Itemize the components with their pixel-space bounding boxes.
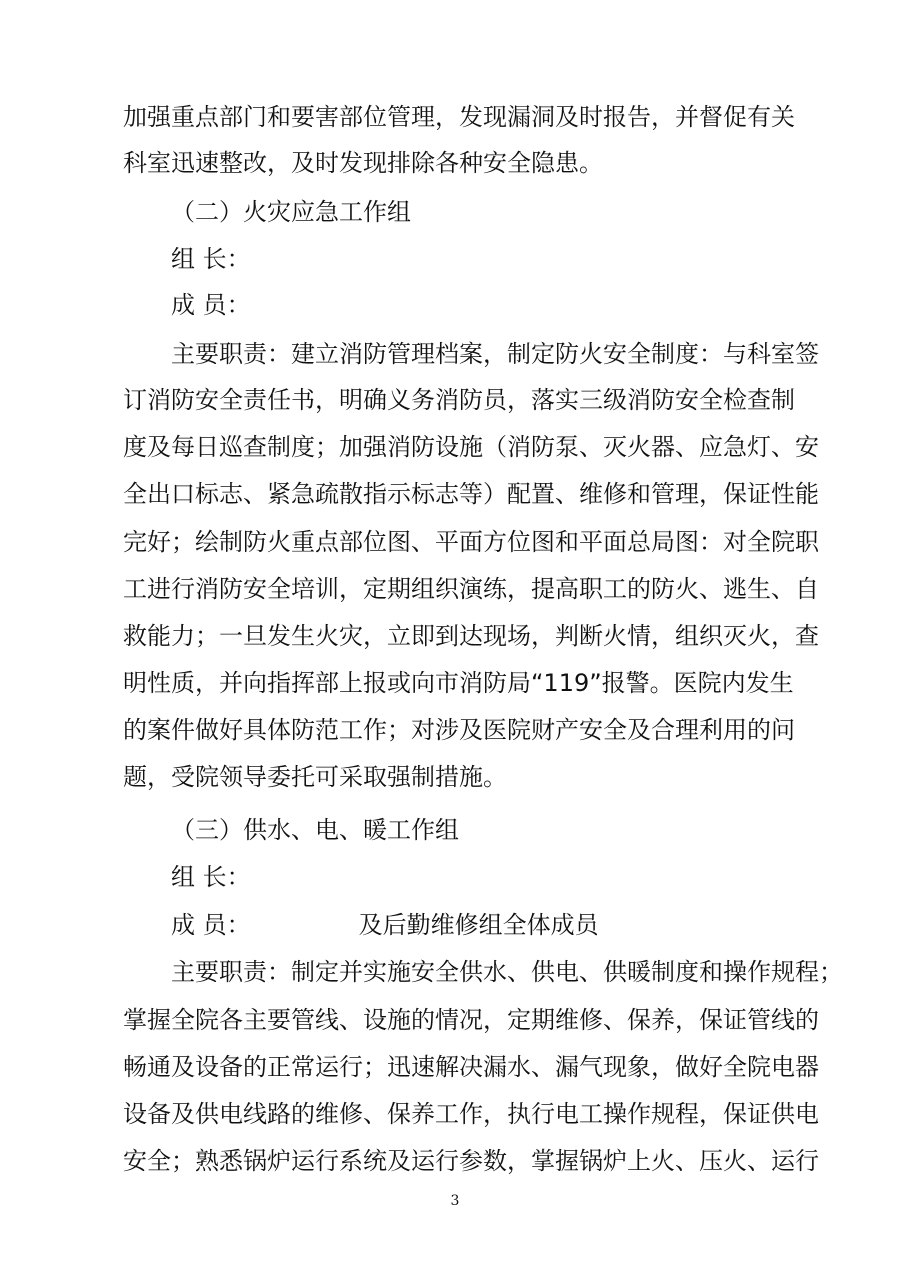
responsibilities-line: 主要职责：建立消防管理档案，制定防火安全制度：与科室签 <box>171 340 819 368</box>
paragraph-line: 掌握全院各主要管线、设施的情况，定期维修、保养，保证管线的 <box>123 1006 819 1034</box>
paragraph-line: 科室迅速整改，及时发现排除各种安全隐患。 <box>123 149 603 177</box>
paragraph-line: 安全；熟悉锅炉运行系统及运行参数，掌握锅炉上火、压火、运行 <box>123 1147 819 1175</box>
group-leader-label: 组 长： <box>171 863 251 891</box>
responsibilities-line: 主要职责：制定并实施安全供水、供电、供暖制度和操作规程； <box>171 958 843 986</box>
paragraph-line: 全出口标志、紧急疏散指示标志等）配置、维修和管理，保证性能 <box>123 480 819 508</box>
paragraph-line: 畅通及设备的正常运行；迅速解决漏水、漏气现象，做好全院电器 <box>123 1053 819 1081</box>
group-members-row <box>171 910 599 940</box>
paragraph-line: 救能力；一旦发生火灾，立即到达现场，判断火情，组织灭火，查 <box>123 622 819 650</box>
section-heading-utilities: （三）供水、电、暖工作组 <box>171 816 459 844</box>
paragraph-line: 的案件做好具体防范工作；对涉及医院财产安全及合理利用的问 <box>123 716 795 744</box>
group-members-value: 及后勤维修组全体成员 <box>358 911 599 939</box>
group-members-label: 成 员： <box>171 911 251 939</box>
paragraph-line: 订消防安全责任书，明确义务消防员，落实三级消防安全检查制 <box>123 386 795 414</box>
paragraph-line: 工进行消防安全培训，定期组织演练，提高职工的防火、逃生、自 <box>123 575 819 603</box>
group-members-label: 成 员： <box>171 291 251 319</box>
paragraph-line: 明性质，并向指挥部上报或向市消防局“119”报警。医院内发生 <box>123 669 794 697</box>
section-heading-fire-response: （二）火灾应急工作组 <box>171 198 411 226</box>
paragraph-line: 题，受院领导委托可采取强制措施。 <box>123 763 507 791</box>
group-leader-label: 组 长： <box>171 245 251 273</box>
paragraph-line: 加强重点部门和要害部位管理，发现漏洞及时报告，并督促有关 <box>123 103 795 131</box>
paragraph-line: 设备及供电线路的维修、保养工作，执行电工操作规程，保证供电 <box>123 1100 819 1128</box>
paragraph-line: 度及每日巡查制度；加强消防设施（消防泵、灭火器、应急灯、安 <box>123 433 819 461</box>
page-number: 3 <box>450 1193 460 1209</box>
paragraph-line: 完好；绘制防火重点部位图、平面方位图和平面总局图：对全院职 <box>123 528 819 556</box>
